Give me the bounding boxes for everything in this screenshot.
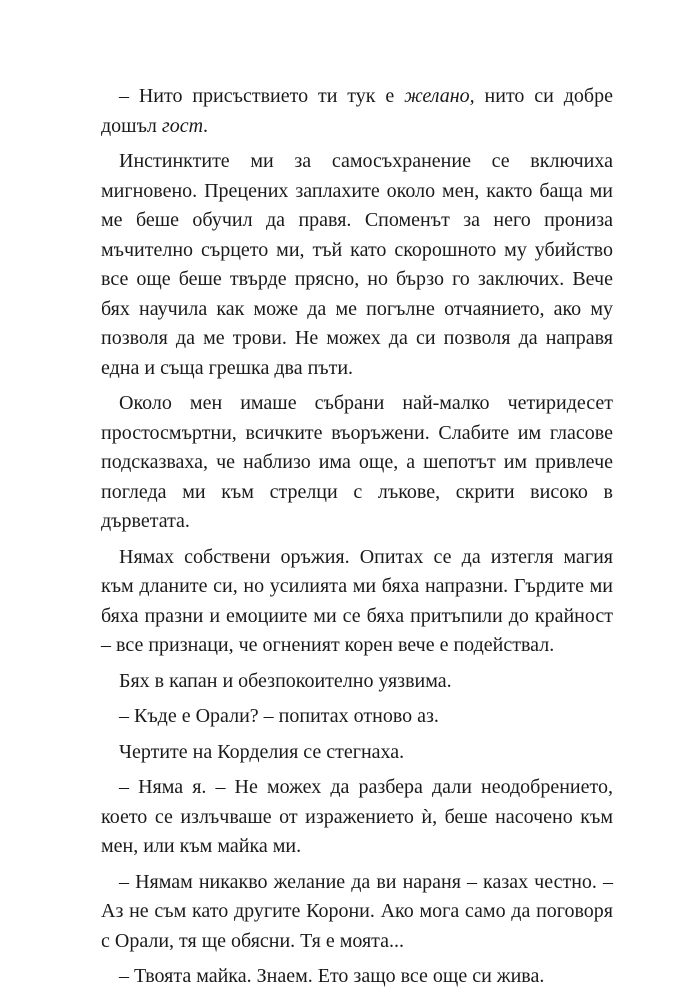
paragraph-1-end: . xyxy=(203,114,209,137)
paragraph-5: Бях в капан и обезпокоително уязвима. xyxy=(119,669,452,692)
paragraph-1 xyxy=(101,82,613,141)
paragraph-2: Инстинктите ми за самосъхранение се включиха мигновено. Прецених заплахите около мен, както баща ми ме беше обучил да правя. Споменът за него прониза мъчително сърцето ми, тъй като скорошното му убийство все още беше твърде прясно, но бързо го заключих. Вече бях научила как може да ме погълне отчаянието, ако му позволя да ме трови. Не можех да си позволя да направя една и съща грешка два пъти. xyxy=(101,150,613,379)
paragraph-1-middle: нито си добре дошъл xyxy=(101,85,613,137)
paragraph-8: – Няма я. – Не можех да разбера дали неодобрението, което се излъчваше от изражението ѝ, беше насочено към мен, или към майка ми. xyxy=(101,776,613,857)
paragraph-4: Нямах собствени оръжия. Опитах се да изтегля магия към дланите си, но усилията ми бяха напразни. Гърдите ми бяха празни и емоциите ми се бяха притъпили до крайност – все признаци, че огненият корен вече е подействал. xyxy=(101,545,613,656)
paragraph-1-start: – Нито присъствието ти тук е xyxy=(119,85,405,107)
paragraph-9: – Нямам никакво желание да ви нараня – казах честно. – Аз не съм като другите Корони. Ако мога само да поговоря с Орали, тя ще обясни. Тя е моята... xyxy=(101,870,613,952)
paragraph-10: – Твоята майка. Знаем. Ето защо все още си жива. xyxy=(119,965,545,987)
paragraph-7: Чертите на Корделия се стегнаха. xyxy=(119,740,405,763)
italic-word-guest: гост xyxy=(161,114,204,137)
paragraph-3: Около мен имаше събрани най-малко четиридесет простосмъртни, всичките въоръжени. Слабите им гласове подсказваха, че наблизо има още, а шепотът им привлече погледа ми към стрелци с лъкове, скрити високо в дърветата. xyxy=(101,392,613,532)
paragraph-6: – Къде е Орали? – попитах отново аз. xyxy=(119,705,439,727)
page-text xyxy=(101,82,613,992)
italic-word-wanted: желано, xyxy=(404,85,475,107)
